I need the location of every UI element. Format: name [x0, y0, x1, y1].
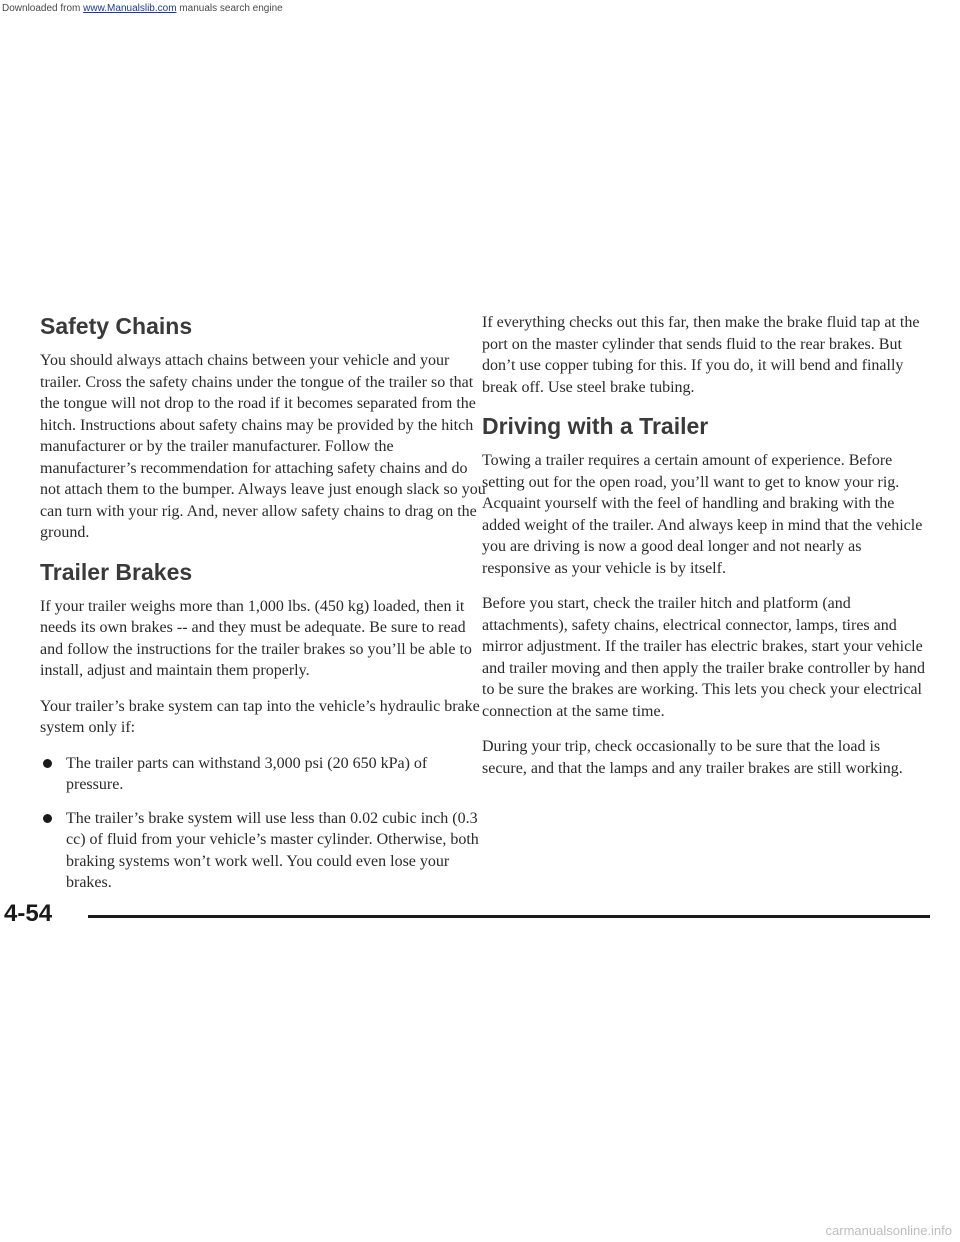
list-item: [40, 753, 486, 796]
list-item-text: The trailer parts can withstand 3,000 psi (20 650 kPa) of pressure.: [66, 754, 428, 793]
right-column: [482, 312, 928, 793]
heading-driving-with-trailer: Driving with a Trailer: [482, 413, 709, 439]
download-banner: [0, 0, 960, 18]
bullet-icon: [43, 814, 52, 823]
footer-rule: [88, 915, 930, 918]
driving-paragraph-2: Before you start, check the trailer hitch and platform (and attachments), safety chains, electrical connector, lamps, tires and mirror adjustment. If the trailer has electric brakes, start your vehicle and trailer moving and then apply the trailer brake controller by hand to be sure the brakes are working. This lets you check your electrical connection at the same time.: [482, 595, 925, 720]
banner-prefix: Downloaded from: [2, 3, 84, 14]
driving-paragraph-1: Towing a trailer requires a certain amount of experience. Before setting out for the open road, you’ll want to get to know your rig. Acquaint yourself with the feel of handling and braking with the added weight of the trailer. And always keep in mind that the vehicle you are driving is now a good deal longer and not nearly as responsive as your vehicle is by itself.: [482, 452, 923, 577]
brake-tubing-paragraph: If everything checks out this far, then make the brake fluid tap at the port on the master cylinder that sends fluid to the rear brakes. But don’t use copper tubing for this. If you do, it will bend and finally break off. Use steel brake tubing.: [482, 314, 920, 396]
brake-conditions-list: [40, 753, 486, 894]
left-column: [40, 312, 486, 906]
list-item-text: The trailer’s brake system will use less than 0.02 cubic inch (0.3 cc) of fluid from your vehicle’s master cylinder. Otherwise, both braking systems won’t work well. You could even lose your brakes.: [66, 809, 479, 891]
list-item: [40, 808, 486, 894]
trailer-brakes-paragraph-2: Your trailer’s brake system can tap into the vehicle’s hydraulic brake system only if:: [40, 697, 480, 736]
page-number: 4-54: [4, 900, 53, 927]
trailer-brakes-paragraph-1: If your trailer weighs more than 1,000 lbs. (450 kg) loaded, then it needs its own brakes -- and they must be adequate. Be sure to read and follow the instructions for the trailer brakes so you’ll be able to install, adjust and maintain them properly.: [40, 597, 472, 679]
driving-paragraph-3: During your trip, check occasionally to be sure that the load is secure, and that the lamps and any trailer brakes are still working.: [482, 738, 903, 777]
safety-chains-paragraph: You should always attach chains between your vehicle and your trailer. Cross the safety chains under the tongue of the trailer so that the tongue will not drop to the road if it becomes separated from the hitch. Instructions about safety chains may be provided by the hitch manufacturer or by the trailer manufacturer. Follow the manufacturer’s recommendation for attaching safety chains and do not attach them to the bumper. Always leave just enough slack so you can turn with your rig. And, never allow safety chains to drag on the ground.: [40, 352, 486, 541]
watermark: carmanualsonline.info: [825, 1223, 952, 1238]
banner-suffix: manuals search engine: [176, 3, 283, 14]
heading-trailer-brakes: Trailer Brakes: [40, 558, 193, 585]
manualslib-link[interactable]: www.Manualslib.com: [83, 3, 177, 14]
heading-safety-chains: Safety Chains: [40, 313, 193, 339]
bullet-icon: [43, 759, 52, 768]
